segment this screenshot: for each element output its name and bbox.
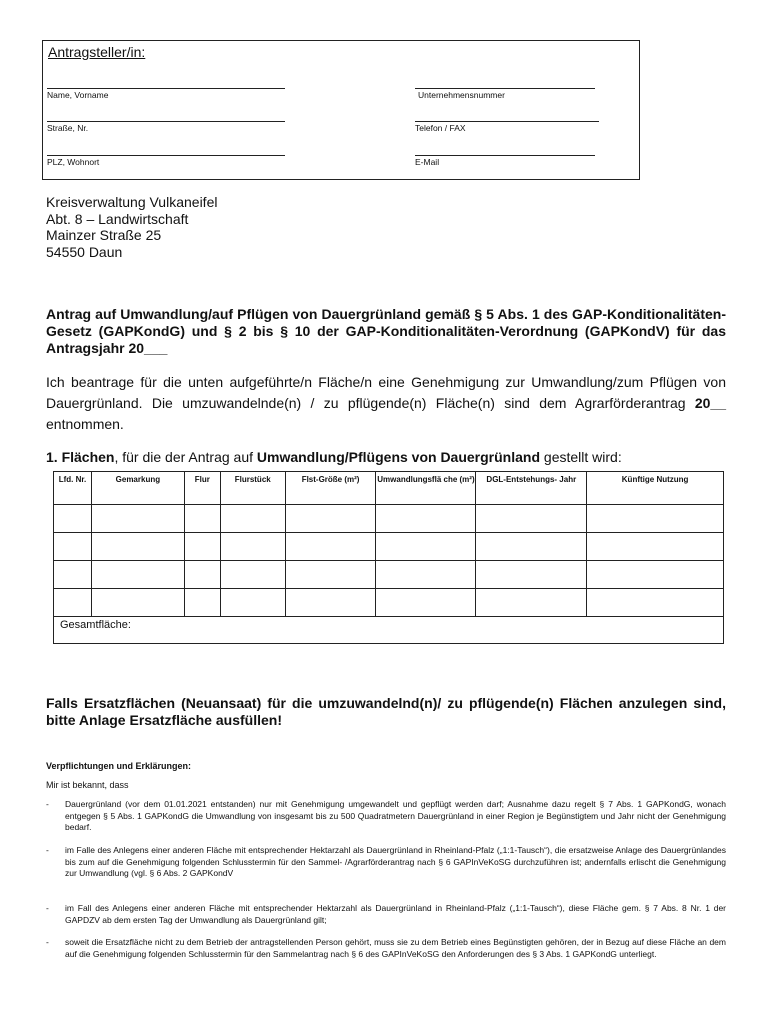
table-cell[interactable]	[54, 505, 92, 533]
table-cell[interactable]	[587, 561, 724, 589]
section-bold-text: Umwandlung/Pflügens von Dauergrünland	[256, 449, 541, 465]
phone-label: Telefon / FAX	[415, 123, 466, 133]
table-row	[54, 533, 724, 561]
address-line: 54550 Daun	[46, 243, 123, 260]
address-line: Mainzer Straße 25	[46, 227, 162, 243]
table-cell[interactable]	[476, 505, 587, 533]
section-text: , für die der Antrag auf	[114, 449, 257, 465]
email-label: E-Mail	[415, 157, 440, 167]
address-line: Kreisverwaltung Vulkaneifel	[46, 194, 218, 210]
applicant-box	[42, 40, 640, 180]
table-cell[interactable]	[91, 505, 184, 533]
table-cell[interactable]	[54, 561, 92, 589]
table-cell[interactable]	[285, 589, 376, 617]
list-dash: -	[46, 845, 49, 855]
section-number: 1. Flächen	[46, 449, 115, 465]
col-header-nr: Lfd. Nr.	[54, 472, 92, 505]
col-header-gemarkung: Gemarkung	[91, 472, 184, 505]
phone-field[interactable]	[415, 121, 599, 122]
duty-item	[46, 937, 726, 960]
table-cell[interactable]	[476, 589, 587, 617]
table-cell[interactable]	[285, 533, 376, 561]
application-year[interactable]: 20__	[694, 395, 726, 411]
duty-text: soweit die Ersatzfläche nicht zu dem Betrieb der antragstellenden Person gehört, muss sie zu dem Betrieb eines Begünstigten gehören, der in Bezug auf diese Fläche an dem auf die Genehmigung folgenden Schlusstermin für den Sammelantrag nach § 6 des GAPInVeKoSG den Anforderungen des § 3 Abs. 1 GAPKondG unterliegt.	[65, 937, 726, 959]
list-dash: -	[46, 903, 49, 913]
table-cell[interactable]	[285, 561, 376, 589]
section-text-end: gestellt wird:	[540, 449, 622, 465]
table-cell[interactable]	[184, 505, 220, 533]
duties-intro: Mir ist bekannt, dass	[46, 780, 129, 790]
table-cell[interactable]	[587, 589, 724, 617]
name-label: Name, Vorname	[47, 90, 109, 100]
table-row	[54, 505, 724, 533]
col-header-flur: Flur	[184, 472, 220, 505]
table-header-row	[54, 472, 724, 505]
col-header-origin-year: DGL-Entstehungs- Jahr	[476, 472, 587, 505]
table-cell[interactable]	[587, 533, 724, 561]
col-header-size: Flst-Größe (m²)	[285, 472, 376, 505]
recipient-address	[46, 194, 217, 260]
request-text-part2: entnommen.	[46, 416, 124, 432]
zip-city-label: PLZ, Wohnort	[47, 157, 100, 167]
table-cell[interactable]	[376, 533, 476, 561]
table-cell[interactable]	[220, 561, 285, 589]
table-cell[interactable]	[54, 533, 92, 561]
section-heading-areas	[46, 449, 622, 465]
duty-item	[46, 903, 726, 926]
street-field[interactable]	[47, 121, 285, 122]
table-cell[interactable]	[184, 589, 220, 617]
email-field[interactable]	[415, 155, 595, 156]
duties-heading: Verpflichtungen und Erklärungen:	[46, 761, 192, 771]
list-dash: -	[46, 799, 49, 809]
col-header-conversion-area: Umwandlungsflä che (m²)	[376, 472, 476, 505]
table-row	[54, 589, 724, 617]
table-cell[interactable]	[54, 589, 92, 617]
total-row	[54, 617, 724, 644]
col-header-flurstueck: Flurstück	[220, 472, 285, 505]
duty-text: im Falle des Anlegens einer anderen Fläche mit entsprechender Hektarzahl als Dauergrünland in Rheinland-Pfalz („1:1-Tausch“), die ersatzweise Anlage des Dauergrünlandes bis zum auf die Genehmigung folgenden Schlusstermin für den Sammel- /Agrarförderantrag nach § 6 GAPInVeKoSG durchzuführen ist; andernfalls erlischt die Genehmigung zur Umwandlung (vgl. § 6 Abs. 2 GAPKondV	[65, 845, 726, 878]
request-text	[46, 372, 726, 435]
duty-text: im Fall des Anlegens einer anderen Fläche mit entsprechender Hektarzahl als Dauergrünland in Rheinland-Pfalz („1:1-Tausch“), diese Fläche gem. § 7 Abs. 8 Nr. 1 der GAPDZV ab dem ersten Tag der Umwandlung als Dauergrünland gilt;	[65, 903, 726, 925]
address-line: Abt. 8 – Landwirtschaft	[46, 210, 189, 227]
table-cell[interactable]	[184, 561, 220, 589]
duty-text: Dauergrünland (vor dem 01.01.2021 entstanden) nur mit Genehmigung umgewandelt und gepflügt werden darf; Ausnahme dazu regelt § 7 Abs. 1 GAPKondG, wonach entgegen § 5 Abs. 1 GAPKondG die Umwandlung von insgesamt bis zu 500 Quadratmetern Dauergrünland in einer Region je Begünstigtem und Jahr nicht der Genehmigung bedarf.	[65, 799, 726, 832]
table-cell[interactable]	[220, 589, 285, 617]
table-cell[interactable]	[220, 533, 285, 561]
table-cell[interactable]	[91, 561, 184, 589]
area-table	[53, 471, 724, 644]
duty-item	[46, 799, 726, 834]
table-cell[interactable]	[376, 589, 476, 617]
table-cell[interactable]	[184, 533, 220, 561]
total-area-cell[interactable]: Gesamtfläche:	[54, 617, 724, 644]
zip-city-field[interactable]	[47, 155, 285, 156]
table-cell[interactable]	[587, 505, 724, 533]
request-text-part1: Ich beantrage für die unten aufgeführte/n Fläche/n eine Genehmigung zur Umwandlung/zum Pflügen von Dauergrünland. Die umzuwandelnde(n) / zu pflügende(n) Fläche(n) sind dem Agrarförderantrag	[46, 374, 726, 411]
table-cell[interactable]	[376, 561, 476, 589]
table-row	[54, 561, 724, 589]
table-cell[interactable]	[476, 533, 587, 561]
company-number-field[interactable]	[415, 88, 595, 89]
table-cell[interactable]	[220, 505, 285, 533]
table-cell[interactable]	[376, 505, 476, 533]
table-cell[interactable]	[91, 533, 184, 561]
table-cell[interactable]	[285, 505, 376, 533]
form-title: Antrag auf Umwandlung/auf Pflügen von Dauergrünland gemäß § 5 Abs. 1 des GAP-Konditionalitäten-Gesetz (GAPKondG) und § 2 bis § 10 der GAP-Konditionalitäten-Verordnung (GAPKondV) für das Antragsjahr 20___	[46, 306, 726, 356]
replacement-note: Falls Ersatzflächen (Neuansaat) für die umzuwandelnd(n)/ zu pflügende(n) Flächen anzulegen sind, bitte Anlage Ersatzfläche ausfüllen!	[46, 695, 726, 728]
company-number-label: Unternehmensnummer	[418, 90, 505, 100]
street-label: Straße, Nr.	[47, 123, 89, 133]
table-cell[interactable]	[91, 589, 184, 617]
list-dash: -	[46, 937, 49, 947]
duty-item	[46, 845, 726, 880]
col-header-future-use: Künftige Nutzung	[587, 472, 724, 505]
table-cell[interactable]	[476, 561, 587, 589]
name-field[interactable]	[47, 88, 285, 89]
applicant-title: Antragsteller/in:	[48, 44, 146, 60]
